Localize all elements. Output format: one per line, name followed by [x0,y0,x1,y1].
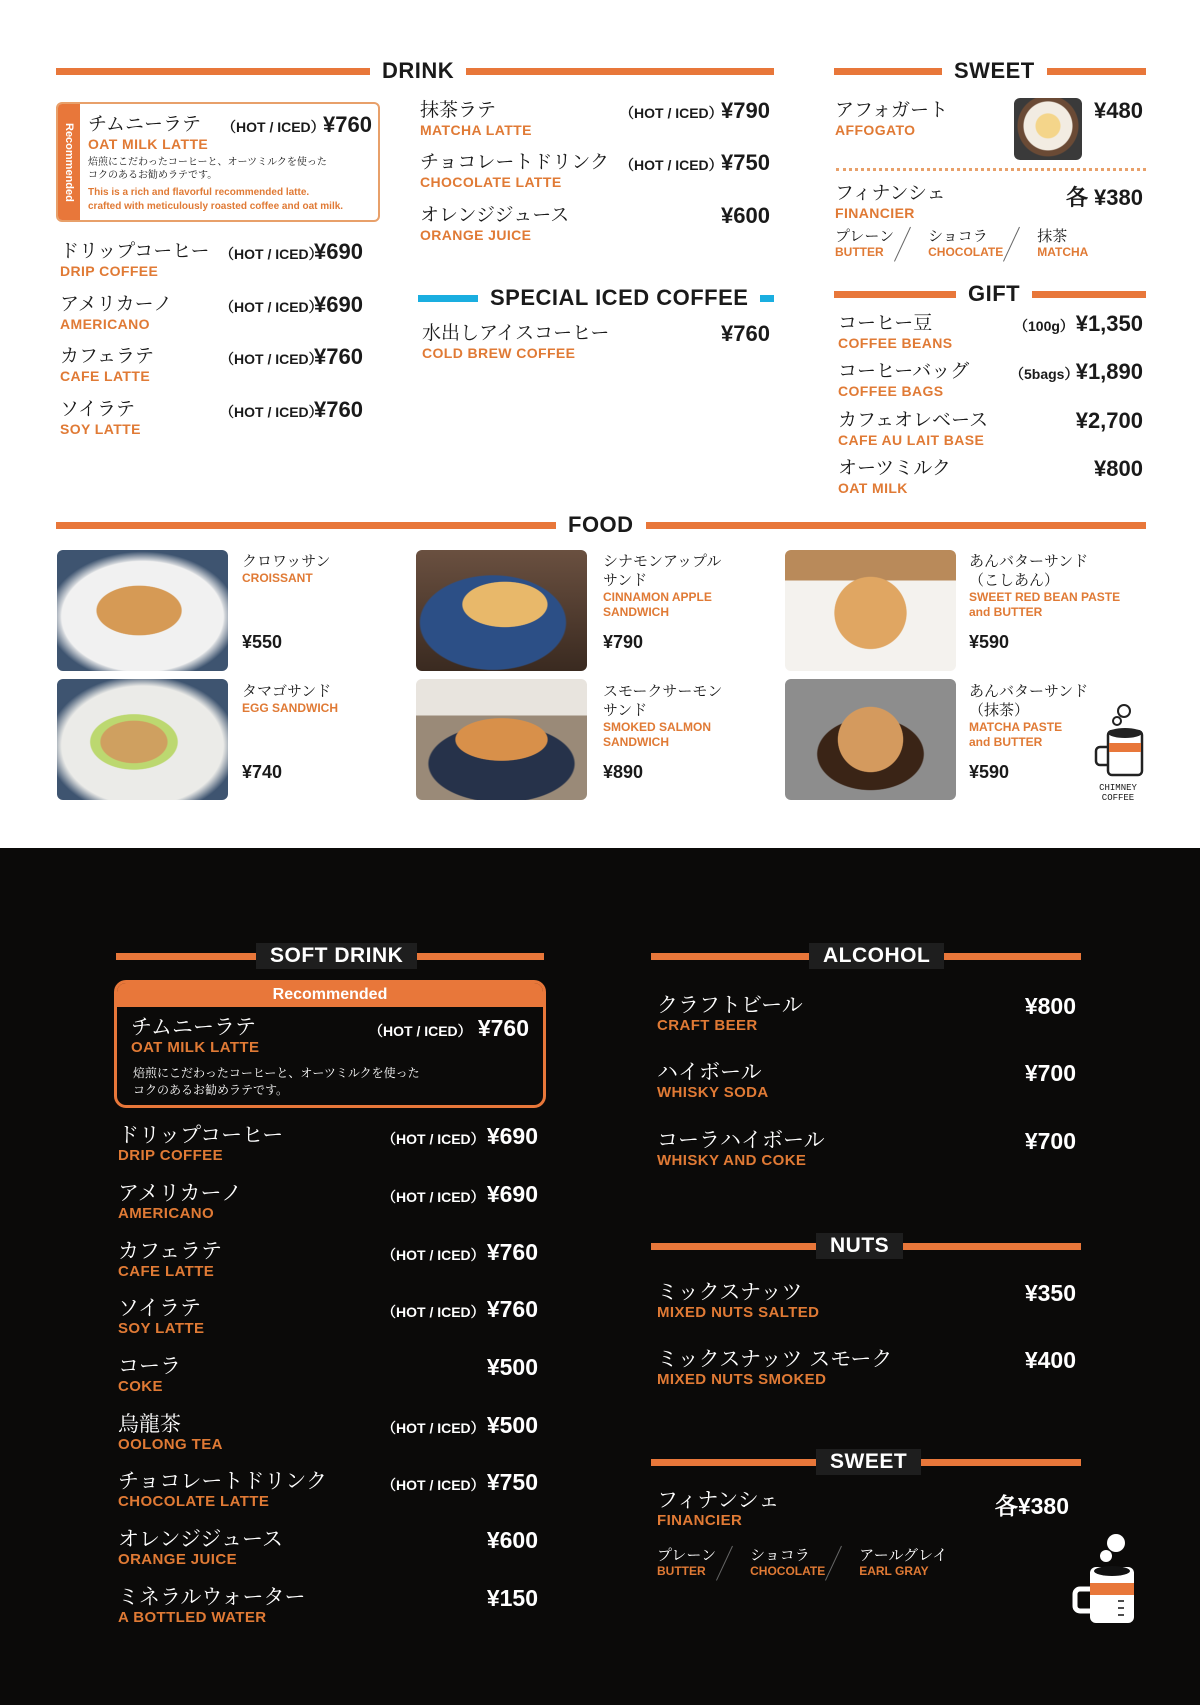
menu-item [118,1354,538,1395]
item-name-en: WHISKY AND COKE [657,1152,807,1169]
variant-jp: 抹茶 [1037,227,1068,245]
divider [1047,68,1146,75]
item-name-jp: 水出しアイスコーヒー [422,322,610,344]
menu-item [60,344,363,385]
food-item [969,552,1120,620]
item-name-en: DRIP COFFEE [60,263,159,279]
variant-jp: プレーン [835,227,895,245]
item-option: （5bags） [1010,366,1079,382]
item-name-jp: ドリップコーヒー [118,1123,284,1147]
item-name-en: WHISKY SODA [657,1084,769,1101]
item-name-jp: コーヒーバッグ [838,360,970,382]
divider [466,68,774,75]
item-name-jp: ハイボール [657,1060,762,1084]
variant-en: MATCHA [1037,245,1089,259]
recommended-bar: Recommended [117,983,543,1007]
description-jp: コクのあるお勧めラテです。 [133,1083,289,1097]
item-price: ¥760 [314,344,363,369]
logo-line: COFFEE [1101,793,1135,803]
item-price: ¥1,350 [1075,311,1143,336]
item-price: ¥690 [314,239,363,264]
item-name-en: DRIP COFFEE [118,1147,223,1164]
gift-header [834,279,1146,309]
item-price: ¥790 [721,98,770,123]
menu-item [422,321,770,362]
affogato-photo [1014,98,1082,160]
item-price: ¥750 [486,1469,538,1495]
food-name-jp: サンド [603,701,648,719]
menu-item [838,456,1143,497]
divider [651,953,809,960]
item-name-jp: ドリップコーヒー [60,240,210,262]
variant [928,227,1003,259]
menu-item [420,98,770,139]
food-name-en: CINNAMON APPLE [603,590,712,604]
drink-title: DRINK [382,58,455,83]
menu-item [118,1296,538,1337]
item-price: ¥760 [314,397,363,422]
slash-divider [716,1546,750,1580]
variant-jp: ショコラ [928,227,988,245]
item-name-jp: コーラ [118,1354,181,1378]
item-name-jp: ソイラテ [60,398,136,420]
menu-item [118,1585,538,1626]
food-title: FOOD [568,512,634,537]
divider [56,68,370,75]
item-price: ¥760 [323,112,372,137]
food-name-jp: シナモンアップル [603,552,722,570]
food-name-en: SMOKED SALMON [603,720,711,734]
logo-text [1088,783,1148,803]
item-option: （HOT / ICED） [220,404,323,420]
chimney-mug-logo [1068,1531,1140,1631]
recommended-card [114,980,546,1108]
divider [651,1243,816,1250]
food-price: ¥790 [603,632,644,652]
item-name-en: CHOCOLATE LATTE [118,1493,270,1510]
item-option: （HOT / ICED） [382,1131,485,1147]
divider [1032,291,1146,298]
item-name-jp: アフォガート [835,99,949,121]
recommended-tab: Recommended [58,104,80,220]
item-option: （HOT / ICED） [620,105,723,121]
menu-item [838,359,1143,400]
divider [418,295,478,302]
food-item [603,552,721,620]
menu-item [838,311,1143,352]
food-price: ¥550 [242,632,283,652]
item-price: ¥2,700 [1075,408,1143,433]
item-option: （HOT / ICED） [382,1477,485,1493]
item-name-en: CAFE AU LAIT BASE [838,432,985,448]
financier-variants [657,1546,947,1580]
item-option: （HOT / ICED） [382,1247,485,1263]
menu-item [118,1181,538,1222]
menu-item [657,1347,1076,1388]
food-name-en: EGG SANDWICH [242,701,338,715]
item-price: ¥690 [314,292,363,317]
item-name-jp: ソイラテ [118,1296,201,1320]
menu-item [118,1412,538,1453]
menu-item [657,1060,1076,1101]
item-price: ¥690 [486,1123,538,1149]
variant-en: CHOCOLATE [928,245,1004,259]
item-option: （HOT / ICED） [369,1023,472,1039]
item-option: （HOT / ICED） [382,1189,485,1205]
variant [859,1546,947,1578]
menu-item [118,1527,538,1568]
item-name-jp: カフェラテ [60,345,155,367]
egg-sandwich-photo [57,679,228,800]
item-option: （HOT / ICED） [220,246,323,262]
food-name-en: SANDWICH [603,605,669,619]
variant-en: EARL GRAY [859,1564,929,1578]
night-sweet-title: SWEET [816,1449,921,1475]
divider [760,295,774,302]
divider [921,1459,1081,1466]
item-price: ¥700 [1024,1128,1076,1154]
alcohol-header [651,941,1081,971]
food-header [56,510,1146,540]
item-name-jp: フィナンシェ [835,182,946,204]
item-option: （HOT / ICED） [220,299,323,315]
special-title: SPECIAL ICED COFFEE [490,285,749,310]
variant-en: BUTTER [835,245,884,259]
divider [651,1459,816,1466]
item-name-en: AMERICANO [118,1205,215,1222]
food-price: ¥740 [242,762,283,782]
menu-item [118,1239,538,1280]
menu-item [657,1128,1076,1169]
item-name-jp: フィナンシェ [657,1488,780,1512]
variant-jp: ショコラ [750,1546,810,1564]
item-name-en: FINANCIER [657,1512,743,1529]
item-price: ¥150 [486,1585,538,1611]
item-price: ¥600 [486,1527,538,1553]
food-name-jp: タマゴサンド [242,682,332,700]
food-price: ¥590 [969,632,1010,652]
item-option: （100g） [1014,318,1074,334]
description-jp: 焙煎にこだわったコーヒーと、オーツミルクを使った [133,1066,420,1080]
menu-item [835,181,1143,222]
menu-item [657,1488,1069,1529]
anbutter-matcha-photo [785,679,956,800]
food-name-en: and BUTTER [969,735,1043,749]
variant-jp: プレーン [657,1546,717,1564]
logo-line: CHIMNEY [1099,783,1137,793]
item-name-en: CHOCOLATE LATTE [420,174,562,190]
food-name-jp: クロワッサン [242,552,331,570]
slash-divider [1003,227,1037,261]
menu-item [420,150,770,191]
alcohol-title: ALCOHOL [809,943,944,969]
menu-item [657,993,1076,1034]
item-name-jp: クラフトビール [657,993,803,1017]
variant [657,1546,716,1578]
food-name-en: SANDWICH [603,735,669,749]
variant [750,1546,825,1578]
item-option: （HOT / ICED） [220,351,323,367]
item-price: ¥750 [721,150,770,175]
food-item [242,682,338,716]
item-name-en: ORANGE JUICE [420,227,532,243]
item-name-jp: コーラハイボール [657,1128,825,1152]
item-name-en: AMERICANO [60,316,150,332]
special-header [418,283,774,313]
food-name-jp: スモークサーモン [603,682,723,700]
item-name-jp: コーヒー豆 [838,312,933,334]
divider [417,953,544,960]
slash-divider [825,1546,859,1580]
night-menu [0,848,1200,1705]
food-name-en: SWEET RED BEAN PASTE [969,590,1121,604]
variant-en: BUTTER [657,1564,706,1578]
item-option: （HOT / ICED） [382,1420,485,1436]
variant-en: CHOCOLATE [750,1564,826,1578]
item-name-en: OAT MILK LATTE [131,1039,260,1056]
item-name-jp: チョコレートドリンク [420,151,610,173]
item-name-en: MIXED NUTS SALTED [657,1304,820,1321]
menu-item [131,1015,529,1056]
item-price: ¥500 [486,1412,538,1438]
item-name-en: CAFE LATTE [60,368,151,384]
menu-item [60,239,363,280]
item-price: ¥480 [1094,98,1143,123]
variant [1037,227,1088,259]
food-name-jp: サンド [603,571,648,589]
item-name-en: AFFOGATO [835,122,916,138]
food-name-jp: あんバターサンド [969,552,1089,570]
variant-jp: アールグレイ [859,1546,948,1564]
item-name-en: SOY LATTE [60,421,141,437]
variant [835,227,894,259]
item-name-en: A BOTTLED WATER [118,1609,267,1626]
food-item [603,682,722,750]
item-price: ¥400 [1024,1347,1076,1373]
item-name-jp: アメリカーノ [60,293,173,315]
divider [834,68,942,75]
menu-item [118,1123,538,1164]
item-name-en: CAFE LATTE [118,1263,215,1280]
food-item [242,552,331,586]
item-price: ¥600 [721,203,770,228]
description-en: crafted with meticulously roasted coffee and oat milk. [88,201,344,212]
anbutter-koshian-photo [785,550,956,671]
item-name-en: ORANGE JUICE [118,1551,237,1568]
item-name-en: OAT MILK [838,480,908,496]
item-price: ¥800 [1024,993,1076,1019]
soft-drink-header [116,941,544,971]
item-name-en: SOY LATTE [118,1320,205,1337]
item-name-jp: チムニーラテ [88,113,202,135]
menu-item [420,203,770,244]
item-price: ¥800 [1094,456,1143,481]
item-price: ¥760 [721,321,770,346]
item-name-en: MATCHA LATTE [420,122,532,138]
food-name-jp: あんバターサンド [969,682,1089,700]
item-price: 各 ¥380 [1065,185,1143,210]
item-name-jp: カフェオレベース [838,409,989,431]
description-jp: 焙煎にこだわったコーヒーと、オーツミルクを使った [88,157,327,168]
food-name-en: CROISSANT [242,571,313,585]
item-name-jp: ミックスナッツ スモーク [657,1347,893,1371]
item-name-en: COFFEE BAGS [838,383,944,399]
smoked-salmon-photo [416,679,587,800]
item-name-en: FINANCIER [835,205,915,221]
item-name-en: COKE [118,1378,163,1395]
item-name-jp: オレンジジュース [420,204,570,226]
item-name-jp: カフェラテ [118,1239,222,1263]
item-name-jp: チムニーラテ [131,1015,256,1039]
menu-item [657,1280,1076,1321]
menu-item [88,112,372,153]
mug-icon [1088,703,1148,779]
divider [56,522,556,529]
chimney-coffee-logo [1088,703,1156,803]
item-price: ¥760 [477,1015,529,1041]
item-option: （HOT / ICED） [222,119,325,135]
sweet-header [834,56,1146,86]
description-en: This is a rich and flavorful recommended latte. [88,187,310,198]
item-name-jp: ミネラルウォーター [118,1585,306,1609]
item-name-jp: ミックスナッツ [657,1280,803,1304]
divider [903,1243,1081,1250]
food-price: ¥590 [969,762,1010,782]
menu-item [835,98,1143,139]
dotted-divider [836,168,1146,171]
item-name-jp: アメリカーノ [118,1181,243,1205]
financier-variants [835,227,1088,261]
food-name-jp: （こしあん） [969,571,1060,589]
drink-header [56,56,774,86]
menu-item [60,292,363,333]
mug-icon [1068,1531,1140,1627]
soft-drink-title: SOFT DRINK [256,943,417,969]
item-price: ¥760 [486,1239,538,1265]
slash-divider [894,227,928,261]
item-name-jp: 烏龍茶 [118,1412,181,1436]
menu-item [118,1469,538,1510]
item-name-en: CRAFT BEER [657,1017,758,1034]
item-name-en: MIXED NUTS SMOKED [657,1371,827,1388]
food-price: ¥890 [603,762,644,782]
gift-title: GIFT [968,281,1021,306]
menu-item [838,408,1143,449]
divider [646,522,1146,529]
item-option: （HOT / ICED） [382,1304,485,1320]
food-name-jp: （抹茶） [969,701,1030,719]
item-price: ¥1,890 [1075,359,1143,384]
item-price: ¥760 [486,1296,538,1322]
menu-item [60,397,363,438]
divider [834,291,956,298]
food-item [969,682,1088,750]
nuts-title: NUTS [816,1233,903,1259]
divider [116,953,256,960]
item-name-en: OOLONG TEA [118,1436,223,1453]
sweet-title: SWEET [954,58,1035,83]
item-name-en: COFFEE BEANS [838,335,953,351]
description-jp: コクのあるお勧めラテです。 [88,170,218,181]
recommended-card [56,102,380,222]
croissant-photo [57,550,228,671]
item-price: 各¥380 [994,1493,1069,1519]
item-name-en: OAT MILK LATTE [88,136,209,152]
food-name-en: and BUTTER [969,605,1043,619]
item-option: （HOT / ICED） [620,157,723,173]
item-name-jp: オレンジジュース [118,1527,283,1551]
divider [944,953,1081,960]
item-price: ¥500 [486,1354,538,1380]
item-name-en: COLD BREW COFFEE [422,345,576,361]
item-price: ¥350 [1024,1280,1076,1306]
item-name-jp: 抹茶ラテ [420,99,497,121]
item-name-jp: チョコレートドリンク [118,1469,327,1493]
night-sweet-header [651,1447,1081,1477]
item-price: ¥700 [1024,1060,1076,1086]
nuts-header [651,1231,1081,1261]
item-price: ¥690 [486,1181,538,1207]
food-name-en: MATCHA PASTE [969,720,1063,734]
cinnamon-apple-photo [416,550,587,671]
item-name-jp: オーツミルク [838,457,951,479]
